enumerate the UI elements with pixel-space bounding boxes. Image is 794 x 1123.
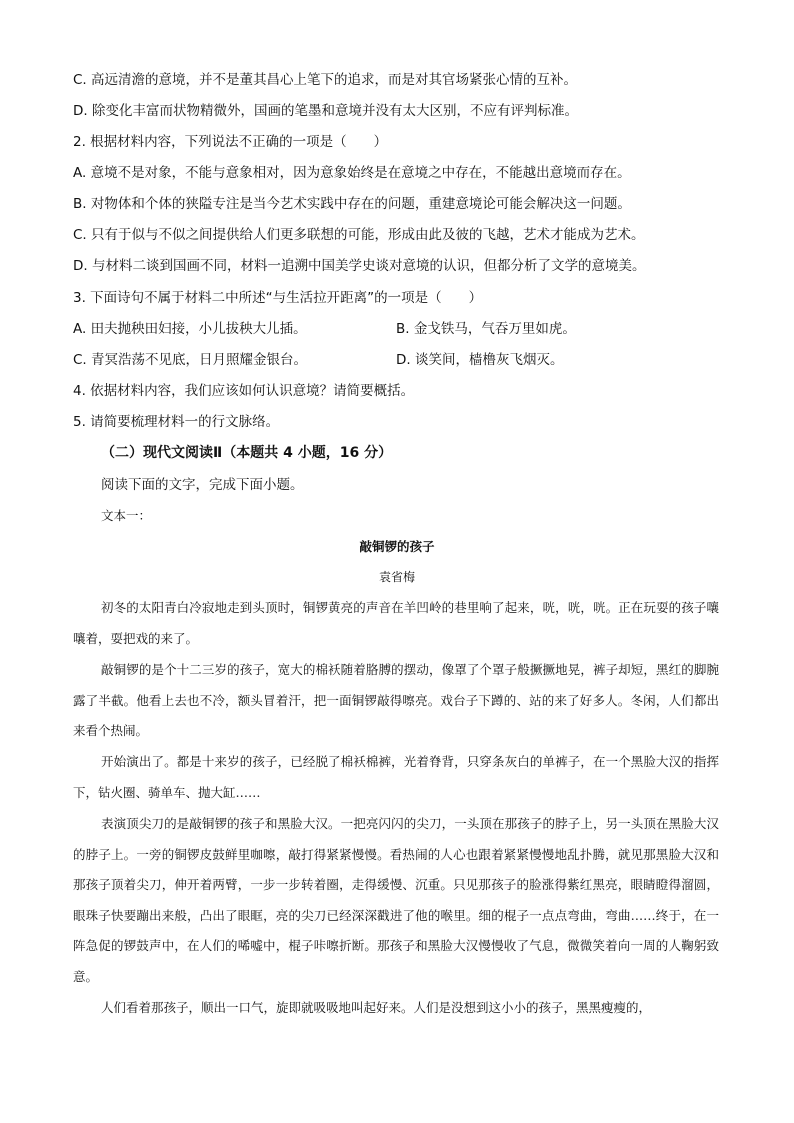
story-author: 袁省梅 — [378, 570, 415, 584]
q3-option-c: C. 青冥浩荡不见底，日月照耀金银台。 — [73, 352, 308, 368]
section-heading: （二）现代文阅读Ⅱ（本题共 4 小题，16 分） — [101, 445, 393, 461]
story-paragraph-2: 敲铜锣的是个十二三岁的孩子，宽大的棉袄随着胳膊的摆动，像罩了个罩子般撅撅地晃，裤子却短，黑红的脚腕露了半截。他看上去也不冷，额头冒着汗，把一面铜锣敲得嚓亮。戏台子下蹲的、站的来了好多人。冬闲，人们都出来看个热闹。 — [73, 662, 719, 738]
q3-option-a: A. 田夫抛秧田妇接，小儿拔秧大儿插。 — [73, 321, 307, 337]
q2-option-a: A. 意境不是对象，不能与意象相对，因为意象始终是在意境之中存在，不能越出意境而存在。 — [73, 165, 631, 181]
q3-option-b: B. 金戈铁马，气吞万里如虎。 — [396, 321, 576, 337]
q2-stem: 2. 根据材料内容，下列说法不正确的一项是（ ） — [73, 134, 388, 150]
q1-option-c: C. 高远清澹的意境，并不是董其昌心上笔下的追求，而是对其官场紧张心情的互补。 — [73, 72, 578, 88]
story-paragraph-3: 开始演出了。都是十来岁的孩子，已经脱了棉袄棉裤，光着脊背，只穿条灰白的单裤子，在一个黑脸大汉的指挥下，钻火圈、骑单车、抛大缸…… — [73, 754, 719, 800]
text-one-label: 文本一： — [101, 508, 152, 523]
reading-instruction: 阅读下面的文字，完成下面小题。 — [101, 477, 304, 493]
story-paragraph-5: 人们看着那孩子，顺出一口气，旋即就吸吸地叫起好来。人们是没想到这小小的孩子，黑黑瘦瘦的， — [101, 1000, 652, 1015]
q2-option-c: C. 只有于似与不似之间提供给人们更多联想的可能，形成由此及彼的飞越，艺术才能成为艺术。 — [73, 227, 645, 243]
q5-stem: 5. 请简要梳理材料一的行文脉络。 — [73, 414, 280, 430]
q1-option-d: D. 除变化丰富而状物精微外，国画的笔墨和意境并没有太大区别，不应有评判标准。 — [73, 103, 578, 119]
q3-option-d: D. 谈笑间，樯橹灰飞烟灭。 — [396, 352, 564, 368]
story-paragraph-4: 表演顶尖刀的是敲铜锣的孩子和黑脸大汉。一把亮闪闪的尖刀，一头顶在那孩子的脖子上，另一头顶在黑脸大汉的脖子上。一旁的铜锣皮鼓鲜里咖嚓，敲打得紧紧慢慢。看热闹的人心也跟着紧紧慢慢地乱扑腾，就见那黑脸大汉和那孩子顶着尖刀，伸开着两臂，一步一步转着圈，走得缓慢、沉重。只见那孩子的脸涨得紫红黑亮，眼睛瞪得溜圆，眼珠子快要蹦出来般，凸出了眼眶，亮的尖刀已经深深戳进了他的喉里。细的棍子一点点弯曲，弯曲……终于，在一阵急促的锣鼓声中，在人们的唏嘘中，棍子咔嚓折断。那孩子和黑脸大汉慢慢收了气息，微微笑着向一周的人鞠躬致意。 — [73, 816, 719, 984]
q2-option-b: B. 对物体和个体的狭隘专注是当今艺术实践中存在的问题，重建意境论可能会解决这一问题。 — [73, 196, 631, 212]
q4-stem: 4. 依据材料内容，我们应该如何认识意境？请简要概括。 — [73, 383, 415, 399]
story-title: 敲铜锣的孩子 — [359, 539, 435, 554]
q2-option-d: D. 与材料二谈到国画不同，材料一追溯中国美学史谈对意境的认识，但都分析了文学的意境美。 — [73, 258, 646, 274]
story-paragraph-1: 初冬的太阳青白冷寂地走到头顶时，铜锣黄亮的声音在羊凹岭的巷里响了起来，咣，咣，咣。正在玩耍的孩子嚷嚷着，耍把戏的来了。 — [73, 600, 719, 646]
q3-stem: 3. 下面诗句不属于材料二中所述“与生活拉开距离”的一项是（ ） — [73, 290, 483, 306]
